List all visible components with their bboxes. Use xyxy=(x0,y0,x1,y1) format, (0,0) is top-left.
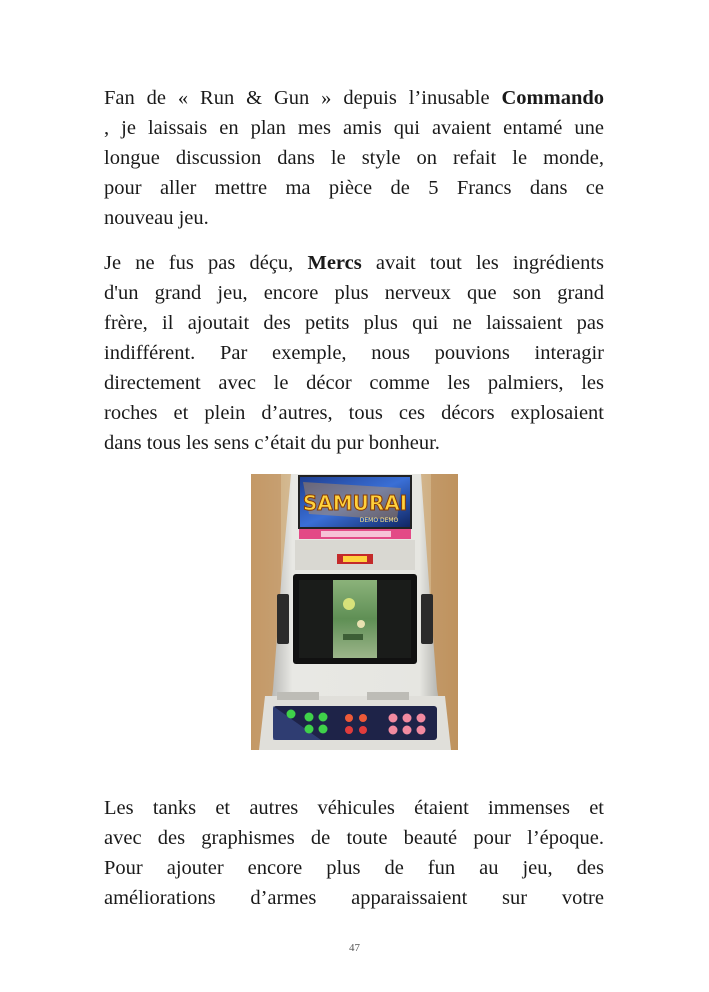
marquee-title: SAMURAI xyxy=(302,491,408,515)
text-line: directement avec le décor comme les palmiers, les xyxy=(104,372,604,394)
text-line: Pour ajouter encore plus de fun au jeu, des xyxy=(104,857,604,879)
text-line: indifférent. Par exemple, nous pouvions interagir xyxy=(104,342,604,364)
text-line: améliorations d’armes apparaissaient sur votre xyxy=(104,887,604,909)
bold-game-title: Mercs xyxy=(307,252,362,274)
text-line: d'un grand jeu, encore plus nerveux que son grand xyxy=(104,282,604,304)
bold-game-title: Commando xyxy=(501,87,604,109)
text-line: frère, il ajoutait des petits plus qui ne laissaient pas xyxy=(104,312,604,334)
text-line: , je laissais en plan mes amis qui avaient entamé une xyxy=(104,117,604,139)
marquee-subtitle: DEMO DEMO xyxy=(359,517,399,524)
text-line: pour aller mettre ma pièce de 5 Francs dans ce xyxy=(104,177,604,199)
text-line: longue discussion dans le style on refait le monde, xyxy=(104,147,604,169)
text-line: Je ne fus pas déçu, Mercs avait tout les ingrédients xyxy=(104,252,604,274)
text-line: avec des graphismes de toute beauté pour l’époque. xyxy=(104,827,604,849)
paragraph-1 xyxy=(104,83,604,233)
text-line: roches et plein d’autres, tous ces décors explosaient xyxy=(104,402,604,424)
text-line: Les tanks et autres véhicules étaient immenses et xyxy=(104,797,604,819)
page-number: 47 xyxy=(349,942,360,954)
text-line: Fan de « Run & Gun » depuis l’inusable Commando xyxy=(104,87,604,109)
paragraph-2 xyxy=(104,248,604,458)
paragraph-3 xyxy=(104,793,604,913)
arcade-cabinet-illustration xyxy=(251,474,458,750)
text-line: dans tous les sens c’était du pur bonheur. xyxy=(104,432,440,454)
text-line: nouveau jeu. xyxy=(104,207,209,229)
arcade-cabinet-photo xyxy=(251,474,458,750)
